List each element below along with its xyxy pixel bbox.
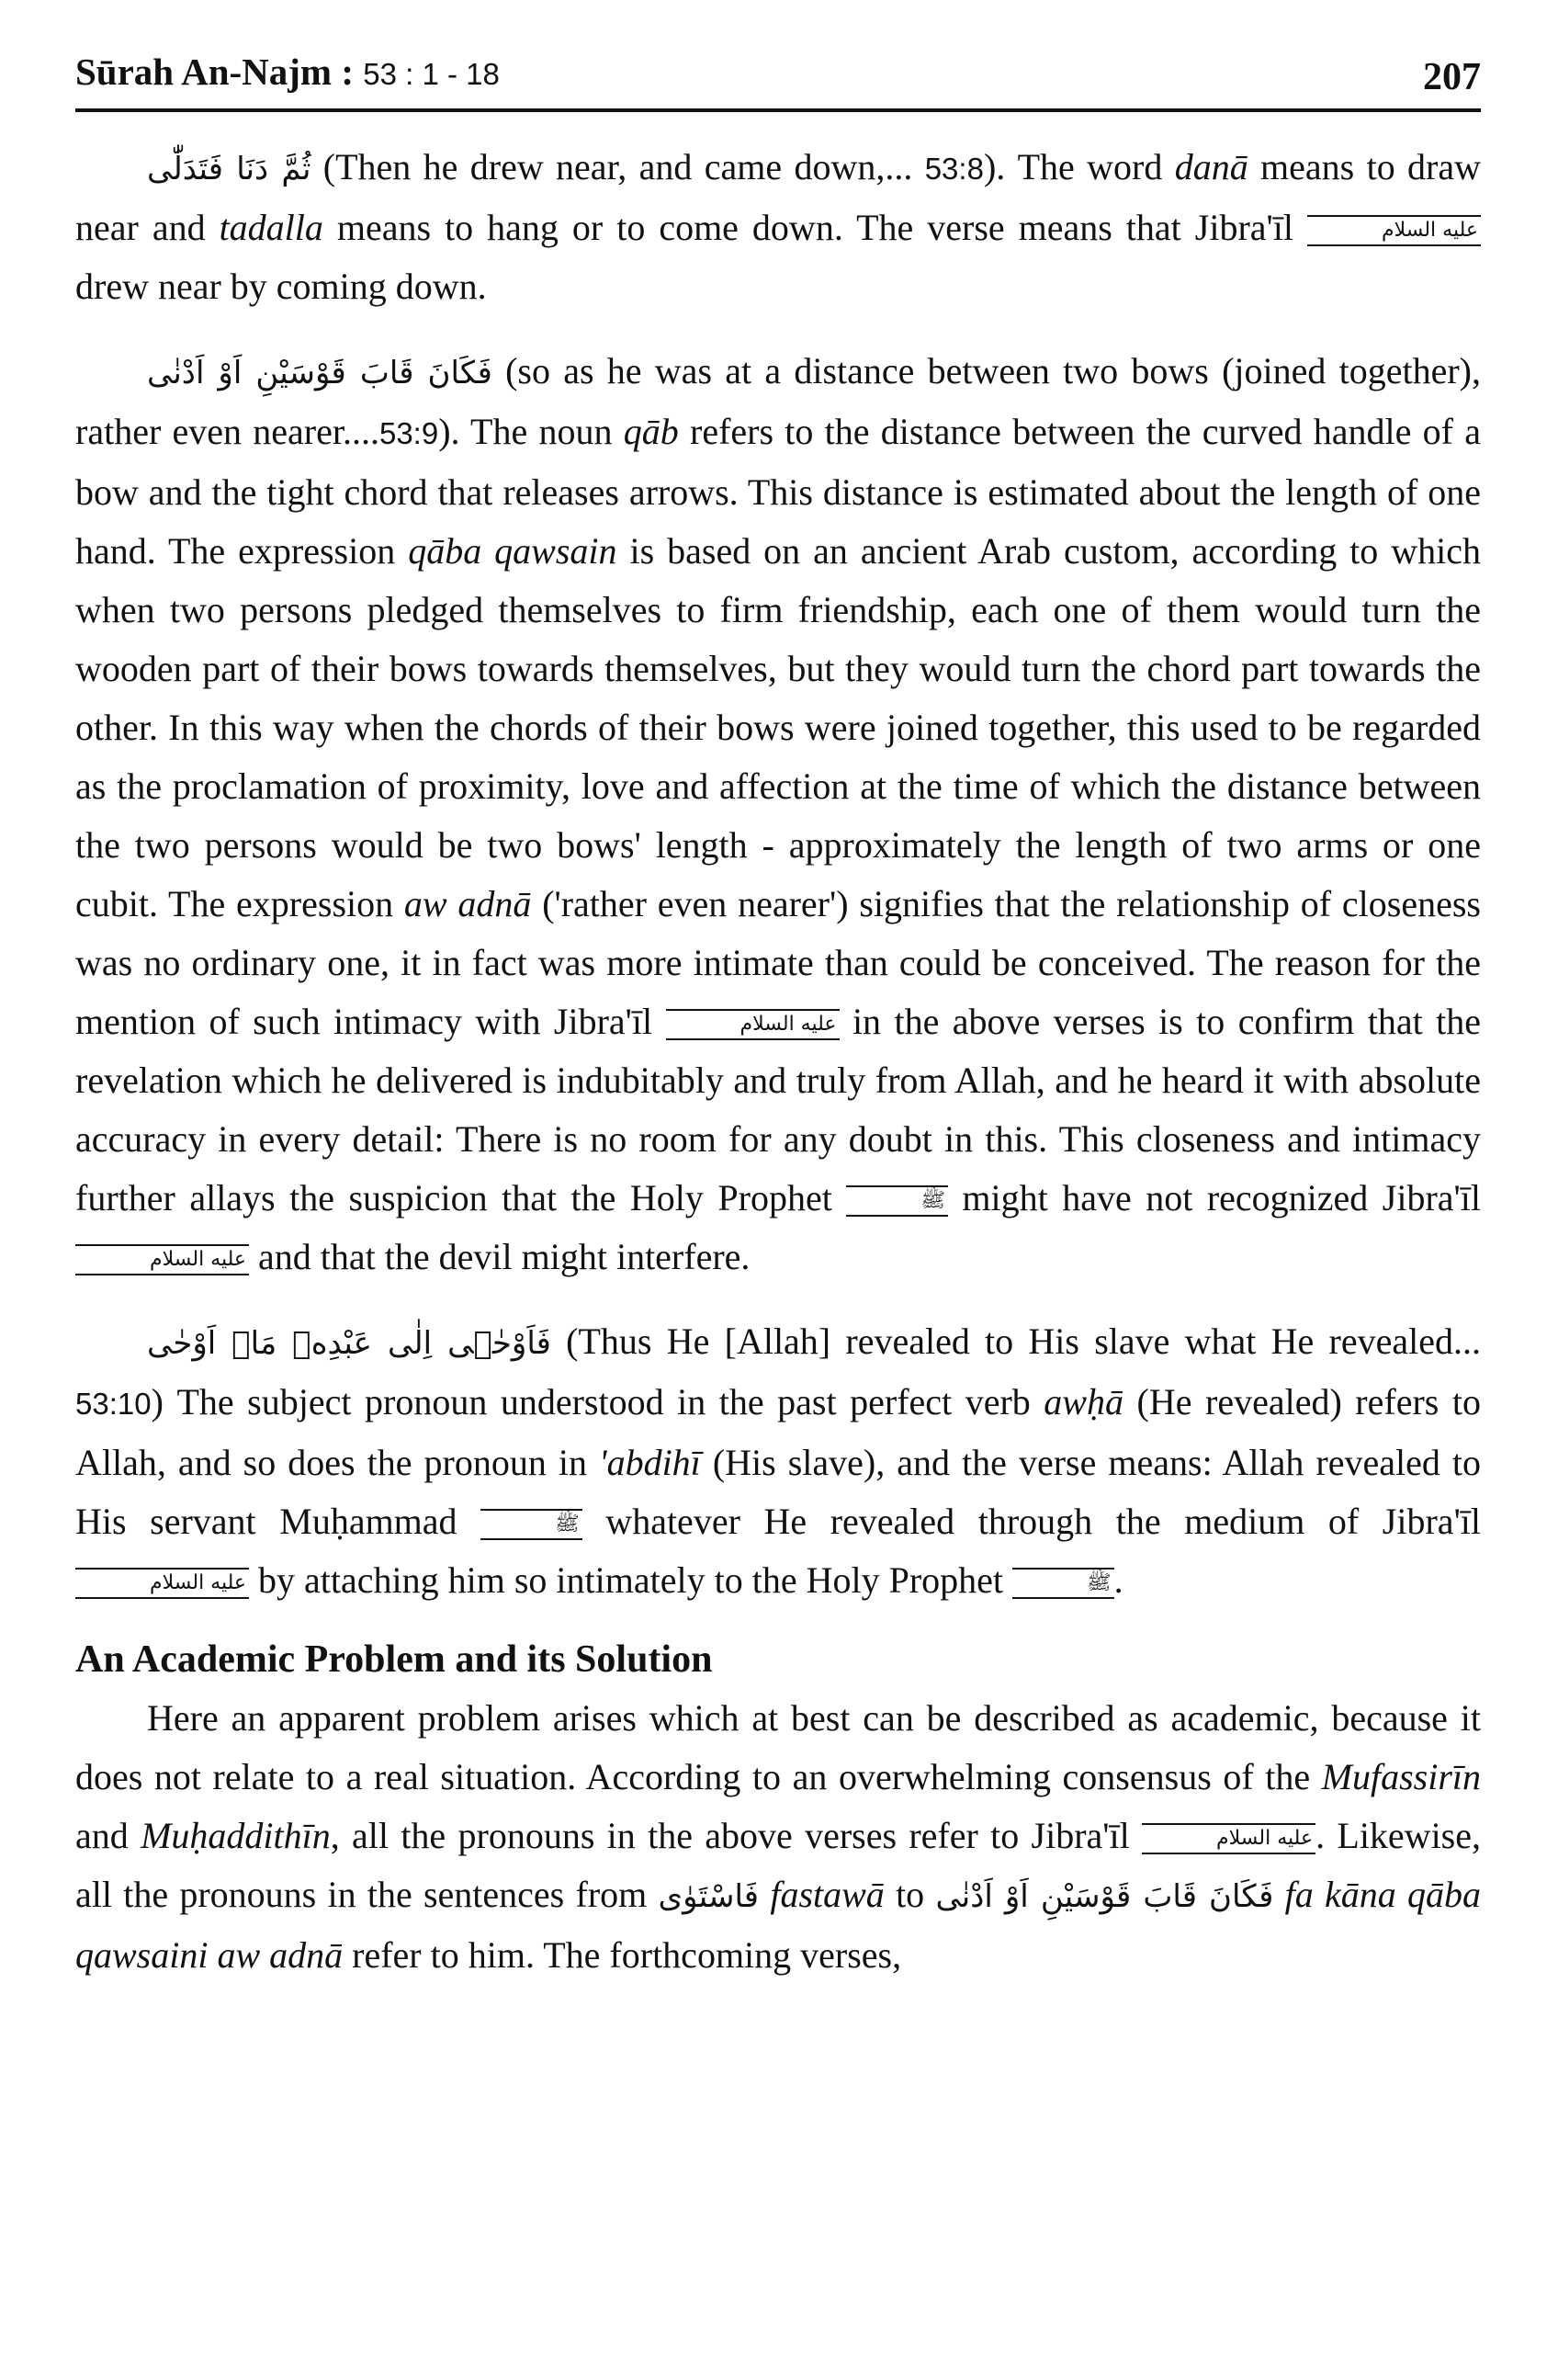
text-run xyxy=(1273,1874,1284,1915)
text-run: might have not recognized Jibra'īl xyxy=(947,1177,1481,1218)
arabic-verse-quote: ثُمَّ دَنَا فَتَدَلّٰی xyxy=(147,151,311,187)
surah-title-text: Sūrah An-Najm : xyxy=(75,51,354,93)
transliteration: aw adnā xyxy=(403,883,532,924)
paragraph-verse-8 xyxy=(75,138,1481,316)
text-run: to xyxy=(884,1874,936,1915)
text-run: whatever He revealed through the medium of Jibra'īl xyxy=(581,1501,1481,1542)
body-text xyxy=(75,138,1481,1985)
transliteration: fastawā xyxy=(770,1874,885,1915)
text-run xyxy=(759,1874,770,1915)
text-run: in the above verses is to confirm that the revelation which he delivered is indubitably and truly from Allah, and he heard it with absolute accuracy in every detail: There is no room for any doubt in this. This closeness and intimacy further allays the suspicion that the Holy Prophet xyxy=(75,1001,1481,1218)
transliteration: Muḥaddithīn xyxy=(141,1815,331,1856)
text-run: refer to him. The forthcoming verses, xyxy=(343,1934,902,1976)
transliteration: awḥā xyxy=(1044,1381,1123,1422)
text-run: drew near by coming down. xyxy=(75,266,487,307)
alaihissalam-honorific-icon: عليه السلام xyxy=(1142,1823,1315,1854)
document-page xyxy=(75,44,1481,1985)
text-run: (Thus He [Allah] revealed to His slave what He revealed... xyxy=(550,1320,1481,1362)
sallallahu-honorific-icon: ﷺ xyxy=(1012,1568,1114,1599)
alaihissalam-honorific-icon: عليه السلام xyxy=(75,1568,249,1599)
sallallahu-honorific-icon: ﷺ xyxy=(846,1185,948,1217)
text-run: is based on an ancient Arab custom, according to which when two persons pledged themselves to firm friendship, each one of them would turn the wooden part of their bows towards themselves, but they would turn the chord part towards the other. In this way when the chords of their bows were joined together, this used to be regarded as the proclamation of proximity, love and affection at the time of which the distance between the two persons would be two bows' length - approximately the length of two arms or one cubit. The expression xyxy=(75,530,1482,924)
text-run: (so as he was at a distance between two bows (joined together), rather even nearer.... xyxy=(75,350,1481,452)
text-run: means to draw near and xyxy=(75,146,1482,248)
text-run: refers to the distance between the curved handle of a bow and the tight chord that releases arrows. This distance is estimated about the length of one hand. The expression xyxy=(75,411,1481,572)
text-run: ). The noun xyxy=(438,411,624,452)
paragraph-verse-9 xyxy=(75,342,1481,1286)
arabic-verse-quote: فَكَانَ قَابَ قَوْسَيْنِ اَوْ اَدْنٰی xyxy=(147,355,492,391)
section-heading: An Academic Problem and its Solution xyxy=(75,1638,713,1681)
text-run: (His slave), and the verse means: Allah revealed to His servant Muḥammad xyxy=(75,1442,1481,1542)
text-run: ('rather even nearer') signifies that the relationship of closeness was no ordinary one, it in fact was more intimate than could be conceived. The reason for the mention of such intimacy with Jibra'īl xyxy=(75,883,1481,1042)
alaihissalam-honorific-icon: عليه السلام xyxy=(1307,215,1481,246)
verse-reference: 53:8 xyxy=(924,152,984,186)
alaihissalam-honorific-icon: عليه السلام xyxy=(75,1244,249,1275)
text-run: means to hang or to come down. The verse means that Jibra'īl xyxy=(322,207,1307,248)
arabic-verse-quote: فَكَانَ قَابَ قَوْسَيْنِ اَوْ اَدْنٰی xyxy=(935,1878,1274,1915)
running-header xyxy=(75,44,1481,112)
transliteration: danā xyxy=(1174,146,1248,187)
text-run: and xyxy=(75,1815,141,1856)
text-run: . xyxy=(1113,1559,1123,1601)
transliteration: qāb xyxy=(623,411,679,452)
transliteration: qāba qawsain xyxy=(408,530,617,572)
text-run: ). The word xyxy=(983,146,1175,187)
text-run: (Then he drew near, and came down,... xyxy=(310,146,925,187)
verse-reference: 53:9 xyxy=(378,416,439,450)
sallallahu-honorific-icon: ﷺ xyxy=(480,1509,582,1540)
transliteration: tadalla xyxy=(219,207,323,248)
paragraph-academic-problem xyxy=(75,1689,1481,1985)
paragraph-verse-10 xyxy=(75,1312,1481,1610)
transliteration: Mufassirīn xyxy=(1321,1756,1481,1797)
text-run: and that the devil might interfere. xyxy=(249,1236,751,1277)
text-run: Here an apparent problem arises which at best can be described as academic, because it does not relate to a real situation. According to an overwhelming consensus of the xyxy=(75,1697,1481,1797)
alaihissalam-honorific-icon: عليه السلام xyxy=(666,1009,840,1040)
surah-title xyxy=(75,50,500,94)
transliteration: fa kāna qāba qawsaini aw adnā xyxy=(75,1874,1482,1976)
arabic-verse-quote: فَاسْتَوٰی xyxy=(658,1878,760,1915)
text-run: . Likewise, all the pronouns in the sentences from xyxy=(75,1815,1482,1915)
transliteration: 'abdihī xyxy=(599,1442,701,1483)
verse-reference: 53:10 xyxy=(75,1387,152,1421)
text-run: (He revealed) refers to Allah, and so does the pronoun in xyxy=(75,1381,1481,1483)
text-run: ) The subject pronoun understood in the past perfect verb xyxy=(151,1381,1044,1422)
verse-range: 53 : 1 - 18 xyxy=(363,57,500,91)
text-run: by attaching him so intimately to the Holy Prophet xyxy=(249,1559,1013,1601)
page-number: 207 xyxy=(1423,56,1481,98)
text-run: , all the pronouns in the above verses refer to Jibra'īl xyxy=(330,1815,1143,1856)
arabic-verse-quote: فَاَوْحٰۤی اِلٰی عَبْدِهٖ مَاۤ اَوْحٰی xyxy=(147,1325,551,1362)
